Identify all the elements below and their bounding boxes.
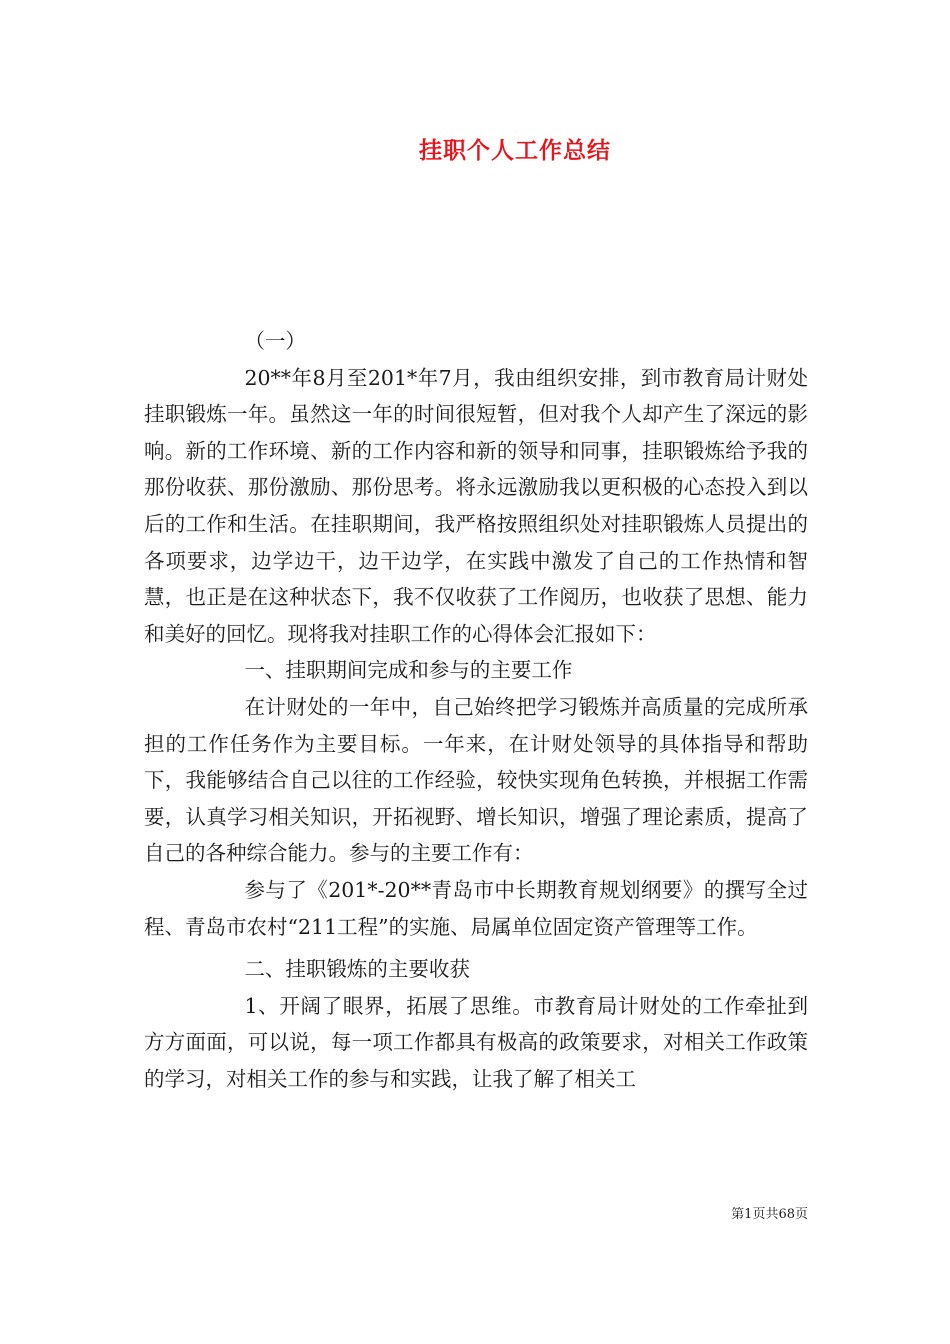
heading-section-1: 一、挂职期间完成和参与的主要工作: [244, 658, 573, 683]
paragraph-work-overview: 在计财处的一年中，自己始终把学习锻炼并高质量的完成所承担的工作任务作为主要目标。一年来，在计财处领导的具体指导和帮助下，我能够结合自己以往的工作经验，较快实现角色转换，并根据工作需要，认真学习相关知识，开拓视野、增长知识，增强了理论素质，提高了自己的各种综合能力。参与的主要工作有：: [144, 694, 808, 866]
page-footer: 第1页共68页: [731, 1207, 808, 1222]
paragraph-work-items: 参与了《201*-20**青岛市中长期教育规划纲要》的撰写全过程、青岛市农村“211工程”的实施、局属单位固定资产管理等工作。: [144, 877, 808, 939]
section-marker: （一）: [244, 329, 306, 353]
heading-section-2: 二、挂职锻炼的主要收获: [244, 957, 470, 982]
document-body: [144, 323, 808, 1097]
paragraph-intro: 20**年8月至201*年7月，我由组织安排，到市教育局计财处挂职锻炼一年。虽然这一年的时间很短暂，但对我个人却产生了深远的影响。新的工作环境、新的工作内容和新的领导和同事，挂职锻炼给予我的那份收获、那份激励、那份思考。将永远激励我以更积极的心态投入到以后的工作和生活。在挂职期间，我严格按照组织处对挂职锻炼人员提出的各项要求，边学边干，边干边学，在实践中激发了自己的工作热情和智慧，也正是在这种状态下，我不仅收获了工作阅历，也收获了思想、能力和美好的回忆。现将我对挂职工作的心得体会汇报如下：: [144, 365, 808, 646]
document-title: 挂职个人工作总结: [419, 137, 611, 164]
paragraph-gain-1: 1、开阔了眼界，拓展了思维。市教育局计财处的工作牵扯到方方面面，可以说，每一项工作都具有极高的政策要求，对相关工作政策的学习，对相关工作的参与和实践，让我了解了相关工: [144, 993, 808, 1091]
